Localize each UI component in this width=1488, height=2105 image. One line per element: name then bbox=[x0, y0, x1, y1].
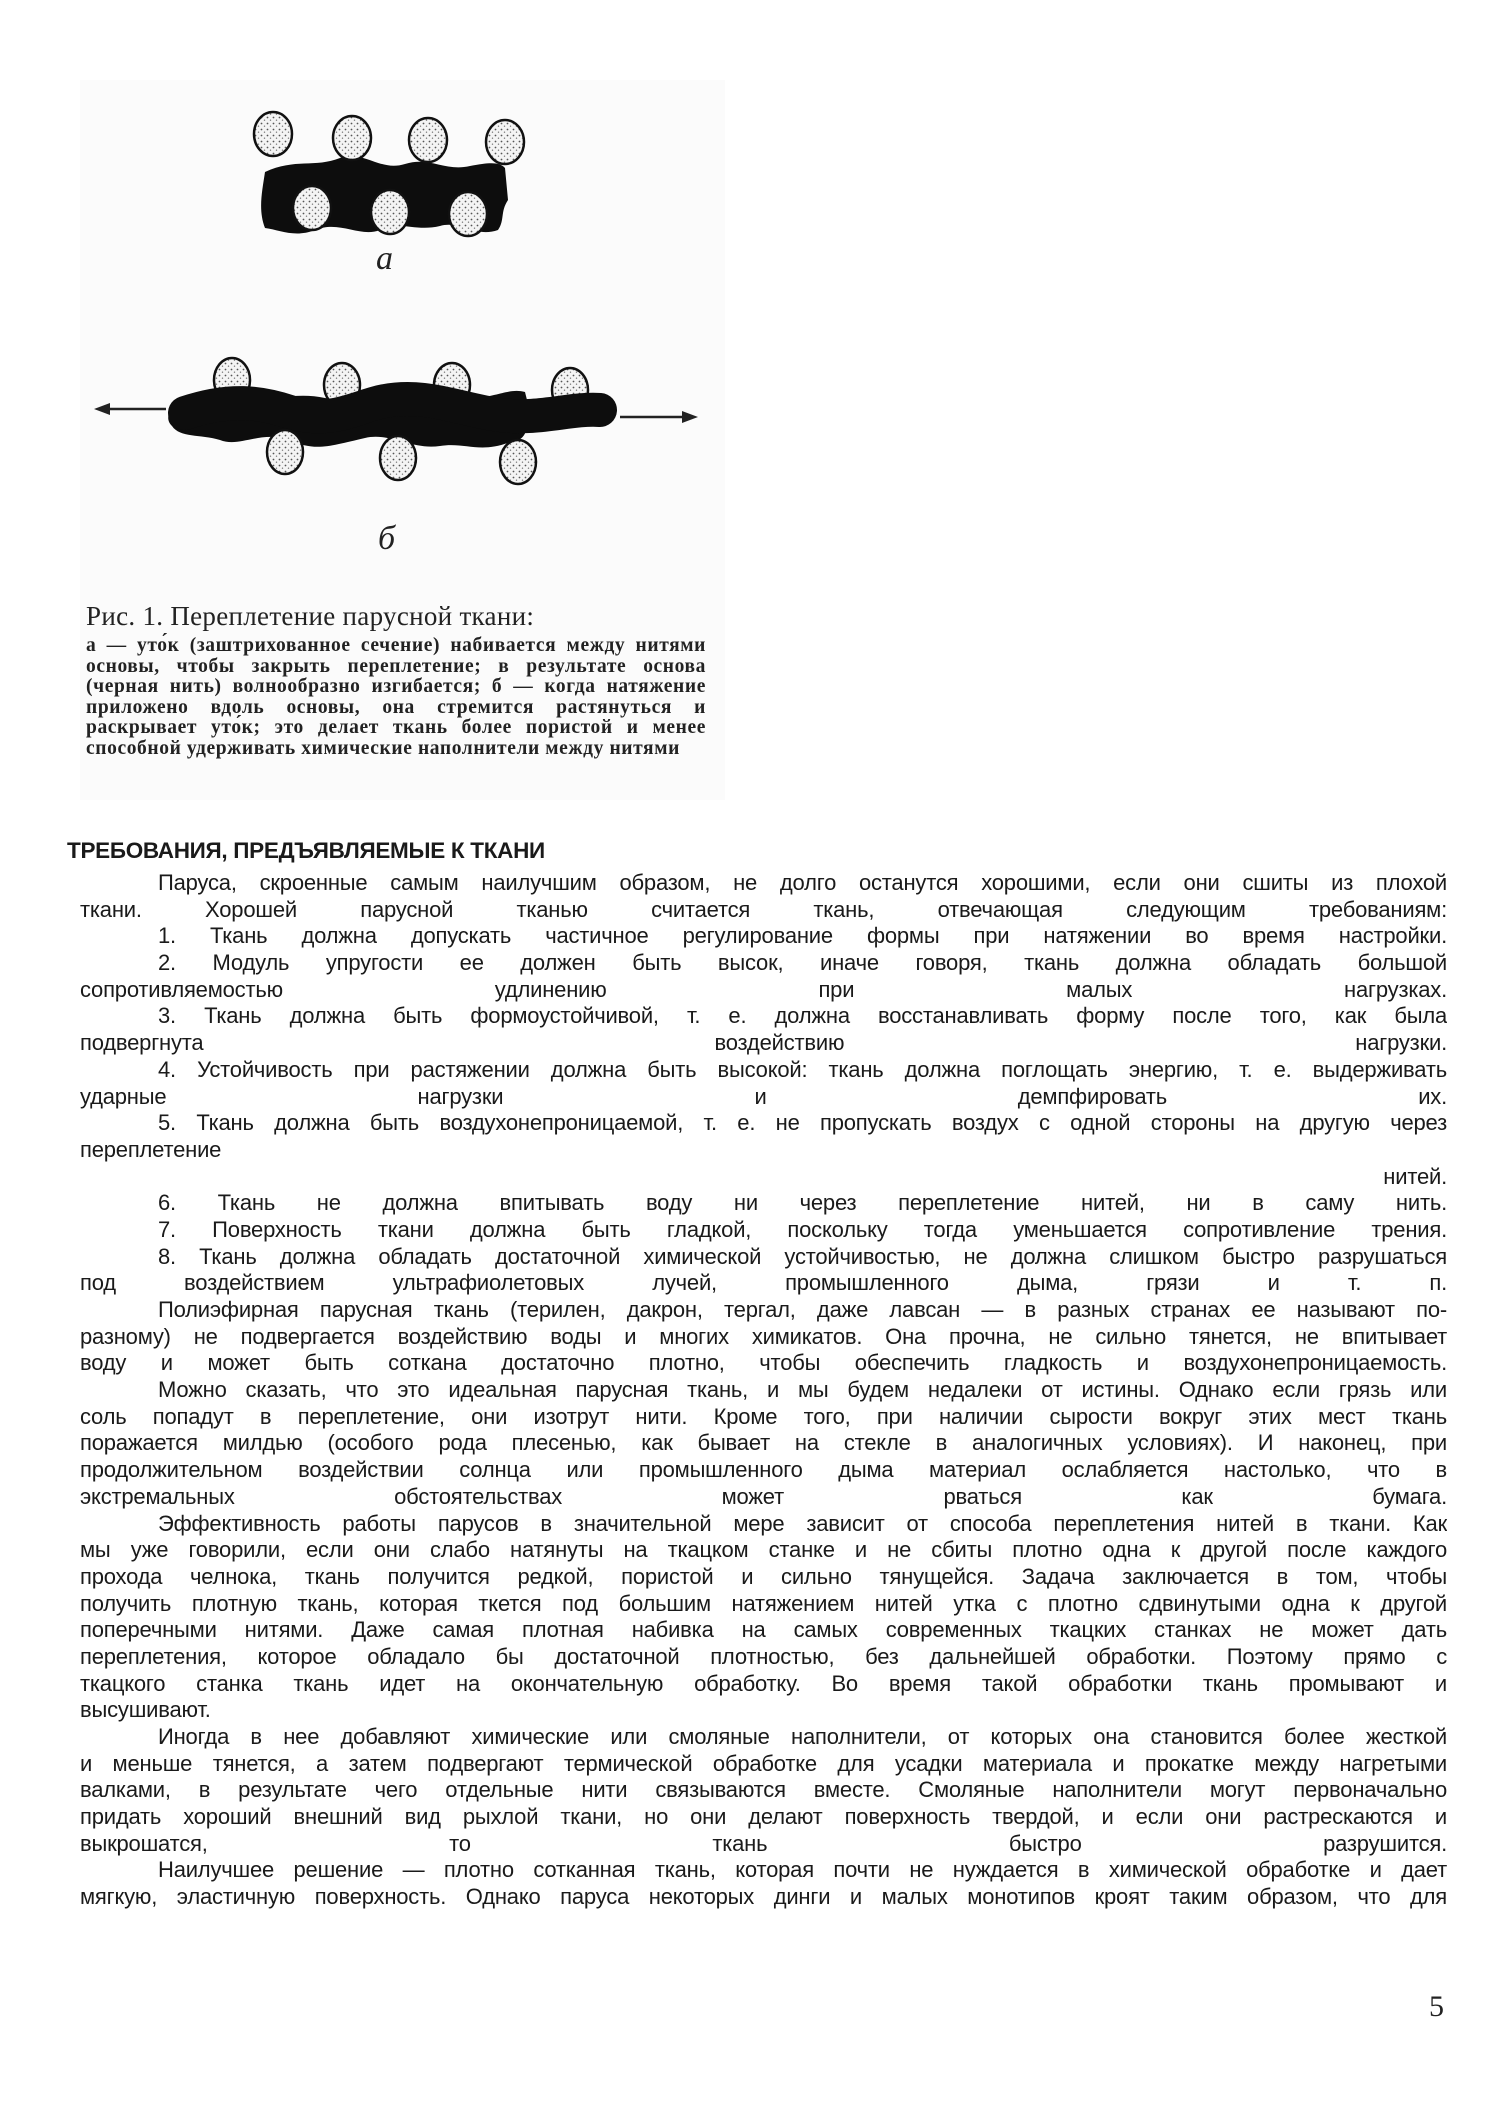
text-line: придать хороший внешний вид рыхлой ткани, но они делают поверхность твердой, и если они растрескаются и bbox=[80, 1804, 1447, 1830]
text-line: выкрошатся, то ткань быстро разрушится. bbox=[80, 1830, 1447, 1856]
paragraph-start: Можно сказать, что это идеальная парусная ткань, и мы будем недалеки от истины. Однако если грязь или bbox=[158, 1377, 1447, 1403]
list-item-2: 2. Модуль упругости ее должен быть высок, иначе говоря, ткань должна обладать большой bbox=[158, 950, 1447, 976]
weave-b bbox=[94, 358, 698, 484]
list-item-8: 8. Ткань должна обладать достаточной химической устойчивостью, не должна слишком быстро разрушаться bbox=[158, 1243, 1447, 1269]
body-text bbox=[80, 870, 1447, 1911]
weft-thread-circle-icon bbox=[409, 118, 447, 162]
text-line: ткани. Хорошей парусной тканью считается ткань, отвечающая следующим требованиям: bbox=[80, 896, 1447, 922]
text-line: переплетения, которое обладало бы достаточной плотностью, без дальнейшей обработки. Поэтому прямо с bbox=[80, 1643, 1447, 1669]
list-item-5: 5. Ткань должна быть воздухонепроницаемой, т. е. не пропускать воздух с одной стороны на другую через bbox=[158, 1110, 1447, 1136]
list-item-7: 7. Поверхность ткани должна быть гладкой, поскольку тогда уменьшается сопротивление трения. bbox=[158, 1216, 1447, 1242]
text-line: ткацкого станка ткань идет на окончательную обработку. Во время такой обработки ткань промывают и bbox=[80, 1670, 1447, 1696]
text-line: мягкую, эластичную поверхность. Однако паруса некоторых динги и малых монотипов кроят таким образом, что для bbox=[80, 1884, 1447, 1910]
paragraph-start: Наилучшее решение — плотно сотканная ткань, которая почти не нуждается в химической обработке и дает bbox=[158, 1857, 1447, 1883]
text-line: ударные нагрузки и демпфировать их. bbox=[80, 1083, 1447, 1109]
text-line: разному) не подвергается воздействию воды и многих химикатов. Она прочна, не сильно тянется, не впитывает bbox=[80, 1323, 1447, 1349]
weft-thread-circle-icon bbox=[500, 440, 536, 484]
page-number: 5 bbox=[1429, 1990, 1444, 2023]
paragraph-start: Полиэфирная парусная ткань (терилен, дакрон, тергал, даже лавсан — в разных странах ее называют по- bbox=[158, 1297, 1447, 1322]
weft-thread-circle-icon bbox=[486, 120, 524, 164]
figure-caption bbox=[86, 600, 706, 759]
text-line: получить плотную ткань, которая ткется под большим натяжением нитей утка с плотно сдвинутыми одна к другой bbox=[80, 1590, 1447, 1616]
text-line: поперечными нитями. Даже самая плотная набивка на самых современных ткацких станках не может дать bbox=[80, 1617, 1447, 1643]
figure-label-b: б bbox=[378, 520, 396, 557]
text-line: переплетение bbox=[80, 1136, 222, 1162]
figure-caption-body: а — уто́к (заштрихованное сечение) набивается между нитями основы, чтобы закрыть переплетение; в результате основа (черная нить) волнообразно изгибается; б — когда натяжение приложено вдоль основы, она стремится растянуться и раскрывает уто́к; это делает ткань более пористой и менее способной удерживать химические наполнители между нитями bbox=[86, 635, 706, 759]
text-line: и меньше тянется, а затем подвергают термической обработке для усадки материала и прокатке между нагретыми bbox=[80, 1750, 1447, 1776]
weave-a bbox=[254, 112, 524, 236]
text-line: Паруса, скроенные самым наилучшим образом, не долго останутся хорошими, если они сшиты из плохой bbox=[158, 870, 1447, 895]
text-line: сопротивляемостью удлинению при малых нагрузках. bbox=[80, 976, 1447, 1002]
weft-thread-circle-icon bbox=[333, 116, 371, 160]
weft-thread-circle-icon bbox=[267, 430, 303, 474]
list-item-3: 3. Ткань должна быть формоустойчивой, т. е. должна восстанавливать форму после того, как была bbox=[158, 1003, 1447, 1029]
text-line: под воздействием ультрафиолетовых лучей, промышленного дыма, грязи и т. п. bbox=[80, 1270, 1447, 1296]
list-item-4: 4. Устойчивость при растяжении должна быть высокой: ткань должна поглощать энергию, т. е. выдерживать bbox=[158, 1056, 1447, 1082]
paragraph-start: Иногда в нее добавляют химические или смоляные наполнители, от которых она становится более жесткой bbox=[158, 1724, 1447, 1749]
text-line: валками, в результате чего отдельные нити связываются вместе. Смоляные наполнители могут первоначально bbox=[80, 1777, 1447, 1803]
list-item-6: 6. Ткань не должна впитывать воду ни через переплетение нитей, ни в саму нить. bbox=[158, 1190, 1447, 1216]
weft-thread-circle-icon bbox=[293, 186, 331, 230]
text-line: подвергнута воздействию нагрузки. bbox=[80, 1030, 1447, 1056]
text-line: соль попадут в переплетение, они изотрут нити. Кроме того, при наличии сырости вокруг этих мест ткань bbox=[80, 1403, 1447, 1429]
text-line: высушивают. bbox=[80, 1697, 211, 1723]
figure-label-a: а bbox=[376, 240, 393, 277]
text-line: продолжительном воздействии солнца или промышленного дыма материал ослабляется настолько, что в bbox=[80, 1457, 1447, 1483]
weft-thread-circle-icon bbox=[449, 192, 487, 236]
weave-diagram bbox=[80, 80, 725, 600]
weft-thread-circle-icon bbox=[254, 112, 292, 156]
list-item-1: 1. Ткань должна допускать частичное регулирование формы при натяжении во время настройки. bbox=[158, 923, 1447, 949]
text-line: воду и может быть соткана достаточно плотно, чтобы обеспечить гладкость и воздухонепроницаемость. bbox=[80, 1350, 1447, 1376]
figure-fabric-weave bbox=[80, 80, 725, 800]
section-heading: ТРЕБОВАНИЯ, ПРЕДЪЯВЛЯЕМЫЕ К ТКАНИ bbox=[67, 838, 545, 863]
text-line: поражается милдью (особого рода плесенью, как бывает на стекле в аналогичных условиях). И наконец, при bbox=[80, 1430, 1447, 1456]
tension-arrow-right-icon bbox=[620, 411, 698, 423]
weft-thread-circle-icon bbox=[371, 190, 409, 234]
tension-arrow-left-icon bbox=[94, 403, 166, 415]
weft-thread-circle-icon bbox=[380, 436, 416, 480]
paragraph-start: Эффективность работы парусов в значительной мере зависит от способа переплетения нитей в ткани. Как bbox=[158, 1510, 1447, 1536]
text-line: экстремальных обстоятельствах может рваться как бумага. bbox=[80, 1483, 1447, 1509]
text-line: мы уже говорили, если они слабо натянуты на ткацком станке и не сбиты плотно одна к другой после каждого bbox=[80, 1537, 1447, 1563]
text-line: прохода челнока, ткань получится редкой, пористой и сильно тянущейся. Задача заключается в том, чтобы bbox=[80, 1563, 1447, 1589]
figure-caption-title: Рис. 1. Переплетение парусной ткани: bbox=[86, 601, 535, 631]
text-line: нитей. bbox=[1383, 1163, 1447, 1189]
